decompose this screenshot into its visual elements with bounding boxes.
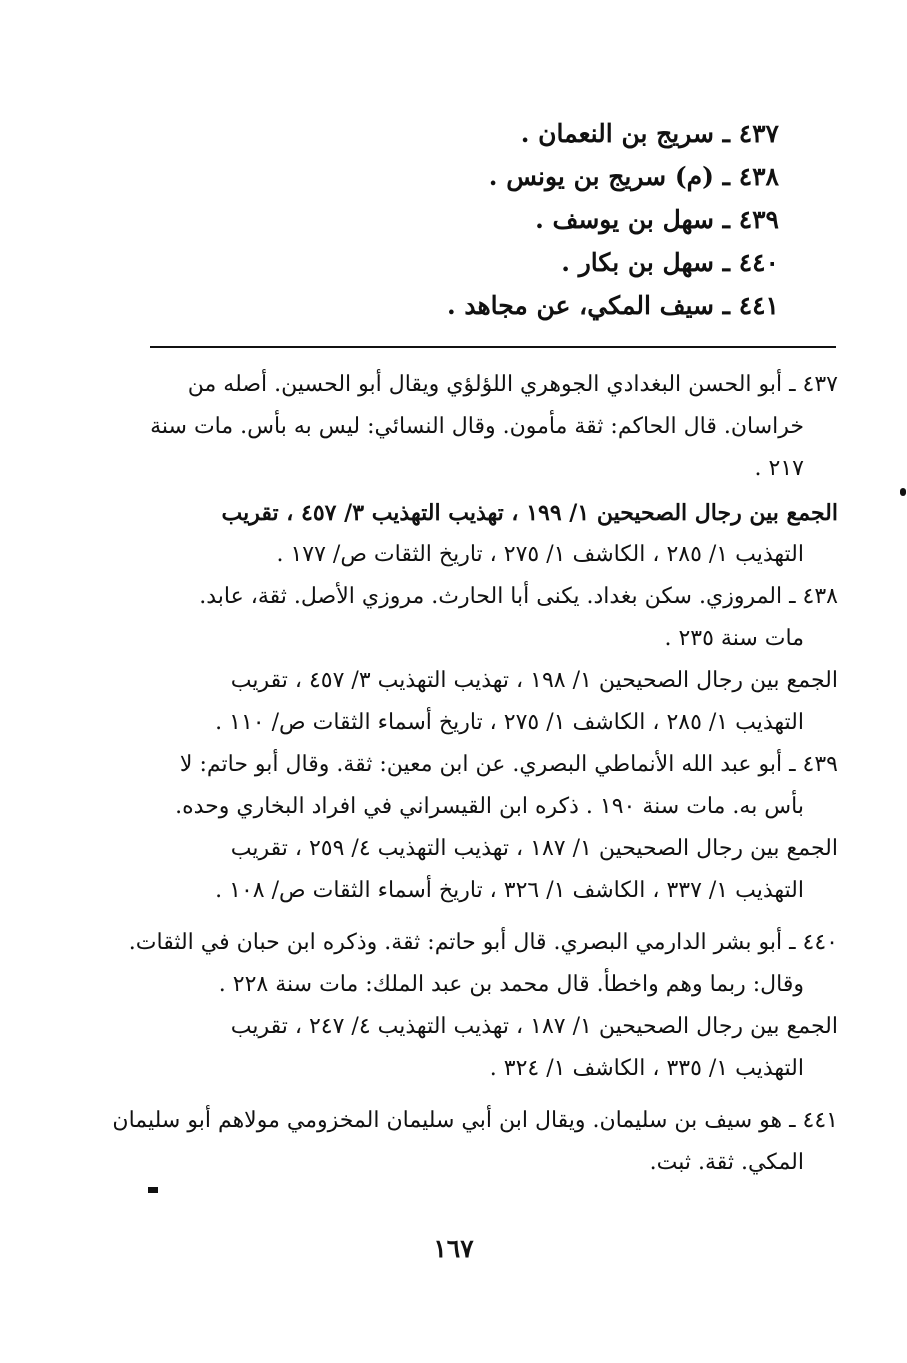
- heading-440: ٤٤٠ ـ سهل بن بكار .: [561, 248, 779, 277]
- footnote-source-line: التهذيب ١/ ٢٨٥ ، الكاشف ١/ ٢٧٥ ، تاريخ أسماء الثقات ص/ ١١٠ .: [215, 710, 804, 735]
- footnote-439: [150, 744, 838, 912]
- footnote-line: ٤٣٩ ـ أبو عبد الله الأنماطي البصري. عن ابن معين: ثقة. وقال أبو حاتم: لا: [179, 752, 838, 777]
- margin-mark: [900, 488, 906, 496]
- page-number: ١٦٧: [433, 1234, 474, 1263]
- footnote-line: مات سنة ٢٣٥ .: [664, 626, 804, 651]
- footnote-line: ٤٤١ ـ هو سيف بن سليمان. ويقال ابن أبي سليمان المخزومي مولاهم أبو سليمان: [112, 1108, 838, 1133]
- heading-438: ٤٣٨ ـ (م) سريج بن يونس .: [488, 162, 779, 191]
- footnote-source-line: التهذيب ١/ ٢٨٥ ، الكاشف ١/ ٢٧٥ ، تاريخ الثقات ص/ ١٧٧ .: [276, 542, 804, 567]
- footnote-line: ٤٤٠ ـ أبو بشر الدارمي البصري. قال أبو حاتم: ثقة. وذكره ابن حبان في الثقات.: [128, 930, 838, 955]
- footnote-line: ٤٣٧ ـ أبو الحسن البغدادي الجوهري اللؤلؤي ويقال أبو الحسين. أصله من: [187, 372, 838, 397]
- footnote-line: خراسان. قال الحاكم: ثقة مأمون. وقال النسائي: ليس به بأس. مات سنة: [150, 414, 804, 439]
- footnote-source-line: التهذيب ١/ ٣٣٥ ، الكاشف ١/ ٣٢٤ .: [489, 1056, 804, 1081]
- footnote-441: [112, 1100, 838, 1184]
- footnote-separator: [150, 346, 836, 348]
- footnote-source-line: الجمع بين رجال الصحيحين ١/ ١٨٧ ، تهذيب التهذيب ٤/ ٢٥٩ ، تقريب: [230, 836, 838, 861]
- footnote-440: [128, 922, 838, 1090]
- footnote-line: المكي. ثقة. ثبت.: [649, 1150, 804, 1175]
- footnote-line: وقال: ربما وهم واخطأ. قال محمد بن عبد الملك: مات سنة ٢٢٨ .: [218, 972, 804, 997]
- footnote-line: ٤٣٨ ـ المروزي. سكن بغداد. يكنى أبا الحارث. مروزي الأصل. ثقة، عابد.: [199, 584, 838, 609]
- heading-437: ٤٣٧ ـ سريج بن النعمان .: [520, 119, 779, 148]
- footnote-line: بأس به. مات سنة ١٩٠ . ذكره ابن القيسراني في افراد البخاري وحده.: [175, 794, 804, 819]
- footnote-source-line: الجمع بين رجال الصحيحين ١/ ١٩٨ ، تهذيب التهذيب ٣/ ٤٥٧ ، تقريب: [230, 668, 838, 693]
- footnote-438: [150, 576, 838, 744]
- footnote-437: [150, 364, 838, 576]
- footnote-source-line: الجمع بين رجال الصحيحين ١/ ١٩٩ ، تهذيب التهذيب ٣/ ٤٥٧ ، تقريب: [221, 500, 838, 526]
- footnote-source-line: الجمع بين رجال الصحيحين ١/ ١٨٧ ، تهذيب التهذيب ٤/ ٢٤٧ ، تقريب: [230, 1014, 838, 1039]
- footnotes: [112, 364, 838, 1184]
- footnote-source-line: التهذيب ١/ ٣٣٧ ، الكاشف ١/ ٣٢٦ ، تاريخ أسماء الثقات ص/ ١٠٨ .: [215, 878, 804, 903]
- heading-439: ٤٣٩ ـ سهل بن يوسف .: [535, 205, 779, 234]
- entry-headings: [359, 112, 779, 327]
- end-of-text-mark: [148, 1187, 158, 1193]
- heading-441: ٤٤١ ـ سيف المكي، عن مجاهد .: [446, 291, 779, 320]
- footnote-line: ٢١٧ .: [754, 456, 804, 481]
